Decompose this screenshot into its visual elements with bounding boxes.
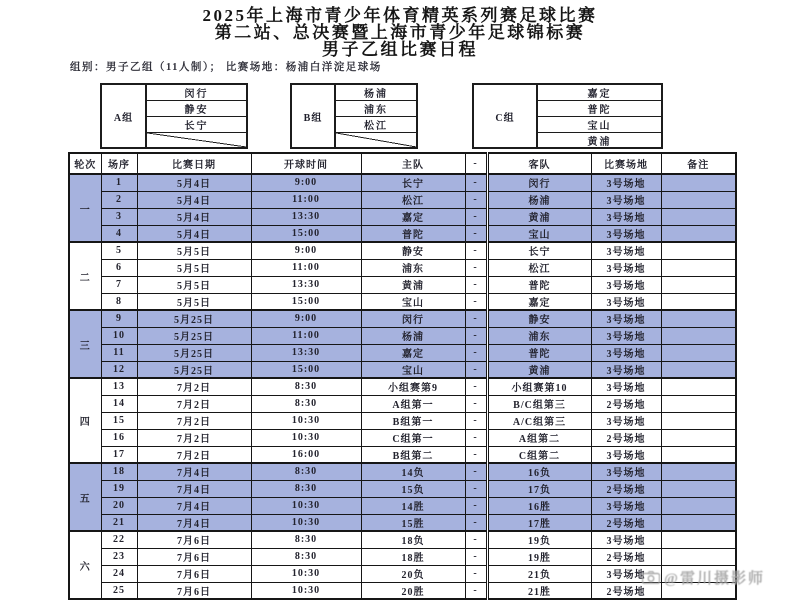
- note-cell: [661, 548, 736, 565]
- match-date-cell: 5月5日: [137, 259, 251, 276]
- schedule-header-row: [69, 153, 736, 174]
- vs-dash-cell: -: [465, 497, 487, 514]
- note-cell: [661, 259, 736, 276]
- home-team-cell: B组第一: [361, 412, 465, 429]
- note-cell: [661, 446, 736, 463]
- group-venue-info: 组别：男子乙组（11人制）； 比赛场地：杨浦白洋淀足球场: [70, 62, 382, 73]
- vs-dash-cell: -: [465, 344, 487, 361]
- kickoff-time-cell: 9:00: [251, 174, 361, 191]
- kickoff-time-cell: 9:00: [251, 242, 361, 259]
- match-row: [69, 429, 736, 446]
- note-cell: [661, 531, 736, 548]
- away-team-cell: A组第二: [487, 429, 591, 446]
- match-date-cell: 5月4日: [137, 225, 251, 242]
- title-line-2: 第二站、总决赛暨上海市青少年足球锦标赛: [214, 23, 586, 42]
- col-header-match-number: 场序: [101, 153, 137, 174]
- kickoff-time-cell: 13:30: [251, 344, 361, 361]
- match-number-cell: 1: [101, 174, 137, 191]
- match-row: [69, 480, 736, 497]
- match-row: [69, 582, 736, 599]
- venue-cell: 3号场地: [591, 378, 661, 395]
- round-label-cell: 一: [69, 174, 101, 242]
- note-cell: [661, 412, 736, 429]
- vs-dash-cell: -: [465, 548, 487, 565]
- home-team-cell: 普陀: [361, 225, 465, 242]
- away-team-cell: 普陀: [487, 344, 591, 361]
- home-team-cell: 20胜: [361, 582, 465, 599]
- home-team-cell: 杨浦: [361, 327, 465, 344]
- match-date-cell: 5月5日: [137, 276, 251, 293]
- note-cell: [661, 242, 736, 259]
- title-line-1: 2025年上海市青少年体育精英系列赛足球比赛: [202, 6, 598, 25]
- match-number-cell: 24: [101, 565, 137, 582]
- round-label-cell: 二: [69, 242, 101, 310]
- note-cell: [661, 191, 736, 208]
- kickoff-time-cell: 8:30: [251, 395, 361, 412]
- col-header-venue: 比赛场地: [591, 153, 661, 174]
- home-team-cell: 15负: [361, 480, 465, 497]
- note-cell: [661, 225, 736, 242]
- schedule-table: [68, 152, 737, 600]
- kickoff-time-cell: 8:30: [251, 480, 361, 497]
- kickoff-time-cell: 15:00: [251, 225, 361, 242]
- match-number-cell: 6: [101, 259, 137, 276]
- match-row: [69, 208, 736, 225]
- match-date-cell: 5月4日: [137, 174, 251, 191]
- venue-cell: 2号场地: [591, 395, 661, 412]
- match-date-cell: 7月6日: [137, 565, 251, 582]
- match-number-cell: 20: [101, 497, 137, 514]
- match-number-cell: 9: [101, 310, 137, 327]
- vs-dash-cell: -: [465, 463, 487, 480]
- away-team-cell: 普陀: [487, 276, 591, 293]
- away-team-cell: 宝山: [487, 225, 591, 242]
- watermark-text: @雷川摄影师: [664, 571, 765, 587]
- match-number-cell: 5: [101, 242, 137, 259]
- kickoff-time-cell: 16:00: [251, 446, 361, 463]
- note-cell: [661, 463, 736, 480]
- home-team-cell: 宝山: [361, 293, 465, 310]
- kickoff-time-cell: 8:30: [251, 531, 361, 548]
- empty-diagonal-cell: [147, 133, 246, 147]
- match-number-cell: 8: [101, 293, 137, 310]
- match-date-cell: 5月25日: [137, 327, 251, 344]
- match-number-cell: 7: [101, 276, 137, 293]
- home-team-cell: 黄浦: [361, 276, 465, 293]
- kickoff-time-cell: 10:30: [251, 497, 361, 514]
- away-team-cell: A/C组第三: [487, 412, 591, 429]
- round-label-cell: 六: [69, 531, 101, 599]
- away-team-cell: 16负: [487, 463, 591, 480]
- venue-cell: 3号场地: [591, 344, 661, 361]
- match-number-cell: 4: [101, 225, 137, 242]
- round-label-cell: 四: [69, 378, 101, 463]
- group-box-3: [472, 83, 663, 149]
- note-cell: [661, 514, 736, 531]
- vs-dash-cell: -: [465, 395, 487, 412]
- venue-cell: 3号场地: [591, 412, 661, 429]
- match-row: [69, 412, 736, 429]
- home-team-cell: A组第一: [361, 395, 465, 412]
- vs-dash-cell: -: [465, 582, 487, 599]
- vs-dash-cell: -: [465, 412, 487, 429]
- note-cell: [661, 293, 736, 310]
- away-team-cell: 松江: [487, 259, 591, 276]
- kickoff-time-cell: 11:00: [251, 259, 361, 276]
- vs-dash-cell: -: [465, 293, 487, 310]
- kickoff-time-cell: 10:30: [251, 514, 361, 531]
- match-row: [69, 548, 736, 565]
- kickoff-time-cell: 8:30: [251, 378, 361, 395]
- vs-dash-cell: -: [465, 276, 487, 293]
- venue-cell: 2号场地: [591, 480, 661, 497]
- vs-dash-cell: -: [465, 514, 487, 531]
- home-team-cell: 15胜: [361, 514, 465, 531]
- group-label: B组: [292, 85, 336, 147]
- match-date-cell: 7月2日: [137, 412, 251, 429]
- venue-cell: 3号场地: [591, 310, 661, 327]
- home-team-cell: 浦东: [361, 259, 465, 276]
- schedule-body: [69, 174, 736, 599]
- note-cell: [661, 344, 736, 361]
- kickoff-time-cell: 10:30: [251, 429, 361, 446]
- away-team-cell: 闵行: [487, 174, 591, 191]
- match-date-cell: 5月5日: [137, 293, 251, 310]
- kickoff-time-cell: 13:30: [251, 276, 361, 293]
- home-team-cell: 18负: [361, 531, 465, 548]
- kickoff-time-cell: 11:00: [251, 191, 361, 208]
- group-team: 静安: [147, 101, 246, 117]
- vs-dash-cell: -: [465, 327, 487, 344]
- kickoff-time-cell: 13:30: [251, 208, 361, 225]
- match-number-cell: 16: [101, 429, 137, 446]
- match-row: [69, 395, 736, 412]
- venue-cell: 3号场地: [591, 497, 661, 514]
- home-team-cell: B组第二: [361, 446, 465, 463]
- match-row: [69, 361, 736, 378]
- note-cell: [661, 174, 736, 191]
- match-date-cell: 7月4日: [137, 514, 251, 531]
- group-team: 嘉定: [538, 85, 661, 101]
- match-date-cell: 5月4日: [137, 208, 251, 225]
- round-label-cell: 五: [69, 463, 101, 531]
- venue-cell: 3号场地: [591, 276, 661, 293]
- away-team-cell: B/C组第三: [487, 395, 591, 412]
- home-team-cell: 14胜: [361, 497, 465, 514]
- match-row: [69, 242, 736, 259]
- kickoff-time-cell: 10:30: [251, 412, 361, 429]
- col-header-note: 备注: [661, 153, 736, 174]
- venue-cell: 3号场地: [591, 242, 661, 259]
- match-row: [69, 531, 736, 548]
- match-date-cell: 5月25日: [137, 361, 251, 378]
- match-row: [69, 225, 736, 242]
- match-number-cell: 12: [101, 361, 137, 378]
- kickoff-time-cell: 15:00: [251, 293, 361, 310]
- match-date-cell: 7月2日: [137, 378, 251, 395]
- match-number-cell: 18: [101, 463, 137, 480]
- home-team-cell: 嘉定: [361, 344, 465, 361]
- away-team-cell: 16胜: [487, 497, 591, 514]
- empty-diagonal-cell: [336, 133, 416, 147]
- kickoff-time-cell: 15:00: [251, 361, 361, 378]
- match-number-cell: 15: [101, 412, 137, 429]
- vs-dash-cell: -: [465, 191, 487, 208]
- group-team: 闵行: [147, 85, 246, 101]
- away-team-cell: 浦东: [487, 327, 591, 344]
- venue-cell: 3号场地: [591, 327, 661, 344]
- match-date-cell: 7月2日: [137, 429, 251, 446]
- away-team-cell: 19负: [487, 531, 591, 548]
- venue-cell: 3号场地: [591, 361, 661, 378]
- note-cell: [661, 276, 736, 293]
- col-header-kickoff: 开球时间: [251, 153, 361, 174]
- venue-cell: 3号场地: [591, 565, 661, 582]
- match-number-cell: 17: [101, 446, 137, 463]
- match-row: [69, 344, 736, 361]
- col-header-date: 比赛日期: [137, 153, 251, 174]
- away-team-cell: 21负: [487, 565, 591, 582]
- match-number-cell: 11: [101, 344, 137, 361]
- match-number-cell: 22: [101, 531, 137, 548]
- note-cell: [661, 208, 736, 225]
- match-number-cell: 13: [101, 378, 137, 395]
- group-team: 宝山: [538, 117, 661, 133]
- match-row: [69, 174, 736, 191]
- away-team-cell: 21胜: [487, 582, 591, 599]
- col-header-round: 轮次: [69, 153, 101, 174]
- home-team-cell: C组第一: [361, 429, 465, 446]
- away-team-cell: 杨浦: [487, 191, 591, 208]
- vs-dash-cell: -: [465, 429, 487, 446]
- vs-dash-cell: -: [465, 242, 487, 259]
- venue-cell: 3号场地: [591, 208, 661, 225]
- venue-cell: 3号场地: [591, 259, 661, 276]
- group-team: 杨浦: [336, 85, 416, 101]
- match-date-cell: 7月4日: [137, 480, 251, 497]
- kickoff-time-cell: 8:30: [251, 548, 361, 565]
- match-row: [69, 191, 736, 208]
- kickoff-time-cell: 8:30: [251, 463, 361, 480]
- away-team-cell: 17胜: [487, 514, 591, 531]
- venue-cell: 2号场地: [591, 548, 661, 565]
- home-team-cell: 18胜: [361, 548, 465, 565]
- note-cell: [661, 327, 736, 344]
- match-row: [69, 259, 736, 276]
- vs-dash-cell: -: [465, 531, 487, 548]
- match-number-cell: 23: [101, 548, 137, 565]
- group-team: 黄浦: [587, 137, 612, 148]
- title-line-3: 男子乙组比赛日程: [322, 40, 478, 59]
- match-number-cell: 25: [101, 582, 137, 599]
- away-team-cell: 黄浦: [487, 208, 591, 225]
- vs-dash-cell: -: [465, 310, 487, 327]
- match-number-cell: 3: [101, 208, 137, 225]
- away-team-cell: 黄浦: [487, 361, 591, 378]
- away-team-cell: 静安: [487, 310, 591, 327]
- kickoff-time-cell: 11:00: [251, 327, 361, 344]
- home-team-cell: 长宁: [361, 174, 465, 191]
- home-team-cell: 静安: [361, 242, 465, 259]
- vs-dash-cell: -: [465, 480, 487, 497]
- home-team-cell: 嘉定: [361, 208, 465, 225]
- match-number-cell: 19: [101, 480, 137, 497]
- group-team: 普陀: [538, 101, 661, 117]
- note-cell: [661, 378, 736, 395]
- note-cell: [661, 395, 736, 412]
- note-cell: [661, 361, 736, 378]
- vs-dash-cell: -: [465, 208, 487, 225]
- venue-cell: 2号场地: [591, 429, 661, 446]
- group-label: A组: [102, 85, 147, 147]
- venue-cell: 3号场地: [591, 225, 661, 242]
- vs-dash-cell: -: [465, 446, 487, 463]
- kickoff-time-cell: 10:30: [251, 565, 361, 582]
- away-team-cell: C组第二: [487, 446, 591, 463]
- away-team-cell: 小组赛第10: [487, 378, 591, 395]
- group-team: 浦东: [336, 101, 416, 117]
- vs-dash-cell: -: [465, 378, 487, 395]
- match-date-cell: 7月6日: [137, 548, 251, 565]
- match-date-cell: 7月4日: [137, 463, 251, 480]
- venue-cell: 2号场地: [591, 582, 661, 599]
- group-label: C组: [474, 85, 538, 147]
- round-label-cell: 三: [69, 310, 101, 378]
- away-team-cell: 长宁: [487, 242, 591, 259]
- home-team-cell: 14负: [361, 463, 465, 480]
- match-number-cell: 2: [101, 191, 137, 208]
- venue-cell: 3号场地: [591, 531, 661, 548]
- match-number-cell: 14: [101, 395, 137, 412]
- group-box-1: [100, 83, 248, 149]
- home-team-cell: 20负: [361, 565, 465, 582]
- title-block: [0, 7, 800, 58]
- match-date-cell: 5月5日: [137, 242, 251, 259]
- away-team-cell: 17负: [487, 480, 591, 497]
- match-date-cell: 7月6日: [137, 582, 251, 599]
- kickoff-time-cell: 10:30: [251, 582, 361, 599]
- vs-dash-cell: -: [465, 259, 487, 276]
- match-row: [69, 293, 736, 310]
- match-date-cell: 5月4日: [137, 191, 251, 208]
- away-team-cell: 19胜: [487, 548, 591, 565]
- col-header-dash: -: [465, 153, 487, 174]
- home-team-cell: 小组赛第9: [361, 378, 465, 395]
- match-date-cell: 7月2日: [137, 446, 251, 463]
- vs-dash-cell: -: [465, 225, 487, 242]
- match-date-cell: 5月25日: [137, 310, 251, 327]
- match-row: [69, 497, 736, 514]
- venue-cell: 2号场地: [591, 514, 661, 531]
- match-date-cell: 7月2日: [137, 395, 251, 412]
- match-row: [69, 276, 736, 293]
- kickoff-time-cell: 9:00: [251, 310, 361, 327]
- match-date-cell: 7月6日: [137, 531, 251, 548]
- camera-icon: [642, 571, 660, 584]
- away-team-cell: 嘉定: [487, 293, 591, 310]
- match-row: [69, 463, 736, 480]
- col-header-home: 主队: [361, 153, 465, 174]
- venue-cell: 3号场地: [591, 191, 661, 208]
- match-number-cell: 21: [101, 514, 137, 531]
- home-team-cell: 宝山: [361, 361, 465, 378]
- venue-cell: 3号场地: [591, 463, 661, 480]
- note-cell: [661, 310, 736, 327]
- group-team: 松江: [336, 117, 416, 133]
- col-header-away: 客队: [487, 153, 591, 174]
- vs-dash-cell: -: [465, 361, 487, 378]
- home-team-cell: 闵行: [361, 310, 465, 327]
- match-row: [69, 327, 736, 344]
- match-row: [69, 565, 736, 582]
- home-team-cell: 松江: [361, 191, 465, 208]
- match-row: [69, 310, 736, 327]
- group-team: 长宁: [147, 117, 246, 133]
- venue-cell: 3号场地: [591, 293, 661, 310]
- match-row: [69, 446, 736, 463]
- vs-dash-cell: -: [465, 174, 487, 191]
- note-cell: [661, 497, 736, 514]
- match-date-cell: 7月4日: [137, 497, 251, 514]
- venue-cell: 3号场地: [591, 174, 661, 191]
- note-cell: [661, 480, 736, 497]
- match-number-cell: 10: [101, 327, 137, 344]
- match-row: [69, 514, 736, 531]
- match-row: [69, 378, 736, 395]
- note-cell: [661, 429, 736, 446]
- group-box-2: [290, 83, 418, 149]
- vs-dash-cell: -: [465, 565, 487, 582]
- watermark: [642, 567, 765, 588]
- match-date-cell: 5月25日: [137, 344, 251, 361]
- venue-cell: 3号场地: [591, 446, 661, 463]
